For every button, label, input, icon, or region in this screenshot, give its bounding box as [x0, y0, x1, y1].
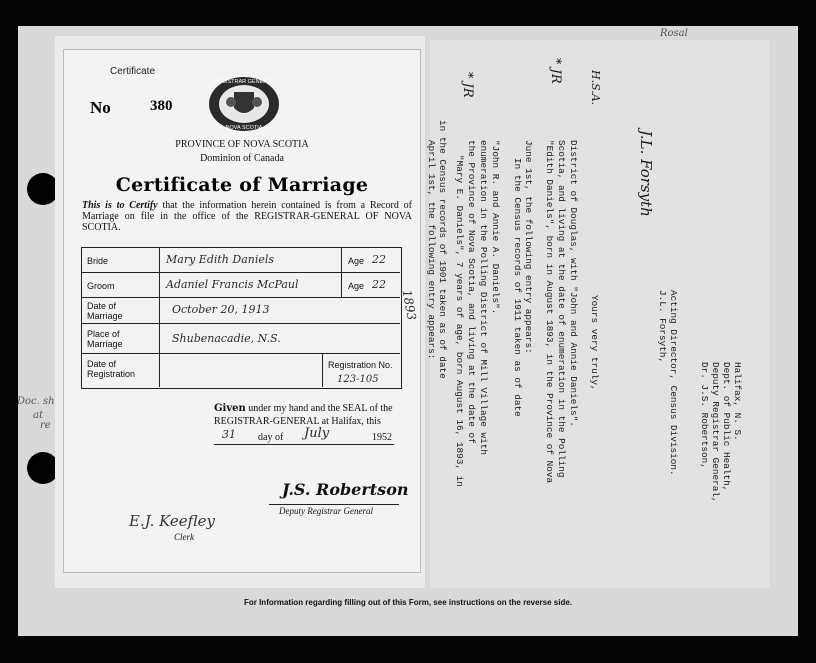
letter-line: April 1st, the following entry appears:	[426, 140, 437, 360]
letter-line: J.L. Forsyth,	[657, 290, 668, 364]
top-note: Rosal	[660, 28, 688, 39]
marriage-record-table	[81, 247, 402, 389]
margin-note-2: at	[33, 410, 43, 421]
census-letter	[426, 40, 770, 588]
reg-no-label: Registration No.	[328, 360, 393, 370]
groom-age: 22	[372, 278, 386, 291]
letter-line: Scotia, and living at the date of enumeration in the Polling	[556, 140, 567, 478]
letter-line: Dept. of Public Health,	[721, 362, 732, 492]
deputy-title: Deputy Registrar General	[279, 506, 373, 516]
given-lead: Given	[214, 403, 246, 414]
footer-note: For Information regarding filling out of this Form, see instructions on the reverse side.	[243, 598, 573, 607]
letter-line: "John R. and Annie A. Daniels".	[490, 140, 501, 315]
reg-label-2: Registration	[87, 369, 136, 379]
given-text: under my hand and the SEAL of the REGISTRAR-GENERAL at Halifax, this	[214, 403, 393, 427]
reg-no-value: 123-105	[337, 374, 379, 385]
place-value: Shubenacadie, N.S.	[172, 332, 281, 345]
margin-note-1: Doc. sh	[17, 396, 55, 407]
bride-value: Mary Edith Daniels	[166, 253, 275, 266]
marriage-certificate	[64, 50, 420, 572]
letter-line: in the Census records of 1901 taken as of date	[437, 120, 448, 379]
date-value: October 20, 1913	[172, 303, 270, 316]
date-label-2: Marriage	[87, 311, 123, 321]
letter-line: June 1st, the following entry appears:	[523, 140, 534, 354]
letter-line: "Edith Daniels", born in August 1893, in the Province of Nova	[544, 140, 555, 484]
date-line	[214, 444, 394, 445]
groom-label: Groom	[87, 281, 115, 291]
province: PROVINCE OF NOVA SCOTIA	[175, 139, 309, 150]
given-statement	[214, 402, 414, 428]
divider	[341, 248, 342, 298]
letter-line: In the Census records of 1911 taken as of date	[512, 158, 523, 417]
place-label-2: Marriage	[87, 339, 123, 349]
letter-line: Halifax, N. S.	[732, 362, 743, 441]
place-label-1: Place of	[87, 329, 120, 339]
letter-line: enumeration in the Polling District of Mill Village with	[478, 140, 489, 456]
number-prefix: No	[90, 98, 111, 117]
letter-signature: J.L. Forsyth	[637, 130, 655, 217]
certify-text: that the information herein contained is from a Record of Marriage on file in the office of the REGISTRAR-GENERAL OF NOVA SCOTIA.	[82, 200, 412, 233]
deputy-sign-line	[269, 504, 399, 505]
month-value: July	[304, 426, 330, 441]
margin-year-note: 1893	[399, 288, 419, 322]
date-label-1: Date of	[87, 301, 117, 311]
certificate-number: 380	[150, 98, 173, 114]
certify-statement	[82, 200, 412, 233]
letter-line: Dr. J.S. Robertson,	[699, 362, 710, 469]
certify-lead: This is to Certify	[82, 200, 158, 211]
page-title: Certificate of Marriage	[115, 174, 369, 196]
age-label: Age	[348, 281, 365, 291]
divider	[322, 354, 323, 387]
letter-line: District of Douglas, with "John and Annie Daniels".	[568, 140, 579, 427]
clerk-signature: E.J. Keefley	[129, 512, 216, 530]
divider	[159, 248, 160, 387]
letter-line: the Province of Nova Scotia, and living at the date of	[466, 140, 477, 444]
seal-top-text: REGISTRAR GENERAL	[214, 79, 274, 85]
day-word: day of	[258, 432, 284, 443]
reg-label-1: Date of	[87, 359, 117, 369]
check-mark: * JR	[460, 72, 475, 98]
bride-label: Bride	[87, 256, 109, 266]
margin-note-3: re	[40, 420, 51, 431]
dominion: Dominion of Canada	[200, 153, 284, 164]
letter-line: "Mary E. Daniels", 7 years of age, born August 16, 1893, in	[454, 155, 465, 487]
registrar-seal-icon	[207, 74, 281, 134]
letter-line: Yours very truly,	[589, 295, 600, 391]
clerk-title: Clerk	[174, 532, 194, 542]
age-label: Age	[348, 256, 365, 266]
deputy-signature: J.S. Robertson	[282, 480, 409, 499]
day-value: 31	[222, 428, 236, 441]
letter-line: Acting Director, Census Division.	[668, 290, 679, 476]
check-mark: * JR	[548, 58, 563, 84]
bride-age: 22	[372, 253, 386, 266]
year-value: 1952	[372, 432, 392, 443]
seal-bottom-text: NOVA SCOTIA	[225, 125, 263, 131]
groom-value: Adaniel Francis McPaul	[166, 278, 299, 291]
letter-line: Deputy Registrar General,	[710, 362, 721, 503]
initials-mark: H.S.A.	[589, 70, 602, 106]
certificate-label: Certificate	[110, 66, 156, 77]
